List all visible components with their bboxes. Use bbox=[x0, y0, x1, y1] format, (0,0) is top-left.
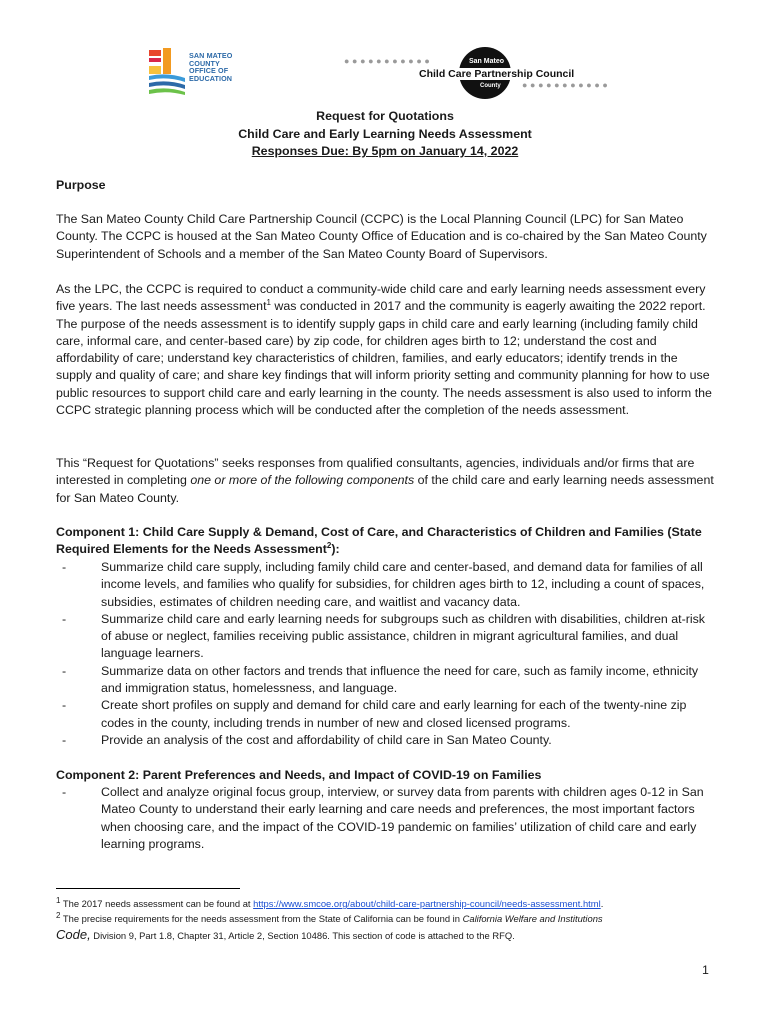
paragraph-3 bbox=[56, 455, 716, 507]
component-1-heading bbox=[56, 524, 716, 559]
ccpc-dots-top: ●●●●●●●●●●● bbox=[344, 56, 433, 66]
paragraph-1: The San Mateo County Child Care Partnership Council (CCPC) is the Local Planning Council (LPC) for San Mateo County. The CCPC is housed at the San Mateo County Office of Education and is co-chaired by the San Mateo County Superintendent of Schools and a member of the San Mateo County Board of Supervisors. bbox=[56, 212, 707, 261]
component-2-heading: Component 2: Parent Preferences and Needs, and Impact of COVID-19 on Families bbox=[56, 768, 542, 782]
list-item bbox=[56, 697, 718, 732]
footnote-1 bbox=[56, 896, 726, 912]
bullet-dash: - bbox=[62, 732, 67, 747]
bullet-dash: - bbox=[62, 663, 67, 678]
ccpc-logo-name: Child Care Partnership Council bbox=[419, 68, 575, 80]
needs-assessment-link[interactable]: https://www.smcoe.org/about/child-care-partnership-council/needs-assessment.html bbox=[253, 898, 601, 909]
list-item-text: Summarize data on other factors and trends that influence the need for care, such as family income, ethnicity and immigration status, homelessness, and language. bbox=[101, 663, 699, 696]
smcoe-logo bbox=[147, 46, 257, 98]
ccpc-dots-bottom: ●●●●●●●●●●● bbox=[522, 80, 611, 90]
list-item-text: Provide an analysis of the cost and affordability of child care in San Mateo County. bbox=[101, 732, 552, 747]
purpose-heading: Purpose bbox=[56, 178, 106, 192]
footnote-2-code: Code, bbox=[56, 927, 91, 942]
component-2-list bbox=[56, 784, 718, 853]
list-item-text: Summarize child care and early learning needs for subgroups such as children with disabilities, children at-risk of abuse or neglect, families receiving public assistance, children in migrant agricultural families, and dual language learners. bbox=[101, 611, 705, 661]
footnote-2-number: 2 bbox=[56, 910, 61, 920]
paragraph-3-part-b: of the child care and early learning needs assessment for San Mateo County. bbox=[56, 473, 714, 505]
page-number: 1 bbox=[702, 963, 709, 977]
smcoe-line-1: SAN MATEO bbox=[189, 51, 233, 60]
component-1-list bbox=[56, 559, 718, 749]
footnote-2 bbox=[56, 911, 726, 927]
bullet-dash: - bbox=[62, 611, 67, 626]
footnote-ref-1: 1 bbox=[266, 298, 271, 308]
list-item-text: Collect and analyze original focus group, interview, or survey data from parents with children ages 0-12 in San Mateo County to understand their early learning and care needs and preferences, the most important factors when choosing care, and the impact of the COVID-19 pandemic on families’ utilization of child care and early learning programs. bbox=[101, 785, 704, 851]
smcoe-line-4: EDUCATION bbox=[189, 73, 233, 83]
footnote-2-text: The precise requirements for the needs assessment from the State of California can be found in bbox=[60, 913, 463, 924]
paragraph-2-part-b: was conducted in 2017 and the community is eagerly awaiting the 2022 report. The purpose of the needs assessment is to identify supply gaps in child care and early learning (including family child care, informal care, and center-based care) by zip code, for children ages birth to 12; understand the cost and affordability of care; understand key characteristics of children, families, and early educators; identify trends in the supply and quality of care; and share key findings that will inform priority setting and community planning for how to use public resources to support child care and early learning in the county. The needs assessment is also used to inform the CCPC strategic planning process which will be conducted after the completion of the needs assessment. bbox=[56, 299, 712, 418]
component-1-heading-tail: ): bbox=[331, 542, 340, 557]
list-item bbox=[56, 611, 718, 663]
footnote-1-end: . bbox=[600, 898, 604, 909]
component-1-heading-text: Component 1: Child Care Supply & Demand, Cost of Care, and Characteristics of Children and Families (State Required Elements for the Needs Assessment bbox=[56, 525, 702, 557]
list-item bbox=[56, 732, 718, 749]
footnote-1-text: The 2017 needs assessment can be found at bbox=[60, 898, 254, 909]
smcoe-line-2: COUNTY bbox=[189, 58, 220, 68]
smcoe-line-3: OFFICE OF bbox=[189, 66, 229, 76]
footnote-2-italic: California Welfare and Institutions bbox=[462, 913, 603, 924]
paragraph-3-italic: one or more of the following components bbox=[190, 473, 415, 488]
bullet-dash: - bbox=[62, 785, 67, 799]
list-item-text: Create short profiles on supply and demand for child care and early learning for each of the twenty-nine zip codes in the county, including trends in number of new and closed licensed programs. bbox=[101, 698, 687, 730]
footnote-ref-2: 2 bbox=[326, 541, 332, 551]
smcoe-logo-icon bbox=[147, 46, 187, 96]
bullet-dash: - bbox=[62, 560, 67, 574]
footnote-2-rest: Division 9, Part 1.8, Chapter 31, Article 2, Section 10486. This section of code is attached to the RFQ. bbox=[90, 930, 515, 941]
footnote-divider bbox=[56, 888, 240, 889]
bullet-dash: - bbox=[62, 698, 67, 713]
due-date: Responses Due: By 5pm on January 14, 2022 bbox=[251, 144, 519, 158]
list-item bbox=[56, 663, 718, 698]
paragraph-2-part-a: As the LPC, the CCPC is required to conduct a community-wide child care and early learning needs assessment every five years. The last needs assessment bbox=[56, 282, 706, 314]
document-title: Request for Quotations bbox=[316, 109, 454, 123]
document-subtitle: Child Care and Early Learning Needs Assessment bbox=[238, 127, 532, 141]
list-item bbox=[56, 559, 718, 611]
ccpc-logo bbox=[344, 47, 634, 101]
ccpc-logo-bottom-text: County bbox=[480, 83, 501, 89]
paragraph-2 bbox=[56, 281, 716, 419]
paragraph-3-part-a: This “Request for Quotations” seeks responses from qualified consultants, agencies, individuals and/or firms that are interested in completing bbox=[56, 456, 695, 488]
footnote-2-continued bbox=[56, 927, 726, 944]
ccpc-logo-top-text: San Mateo bbox=[469, 58, 505, 65]
list-item bbox=[56, 784, 718, 853]
footnote-1-number: 1 bbox=[56, 895, 61, 905]
list-item-text: Summarize child care supply, including family child care and center-based, and demand data for families of all income levels, and families who qualify for subsidies, for children ages birth to 12, including a count of spaces, subsidies, estimates of children needing care, and waitlist and vacancy data. bbox=[101, 560, 705, 609]
